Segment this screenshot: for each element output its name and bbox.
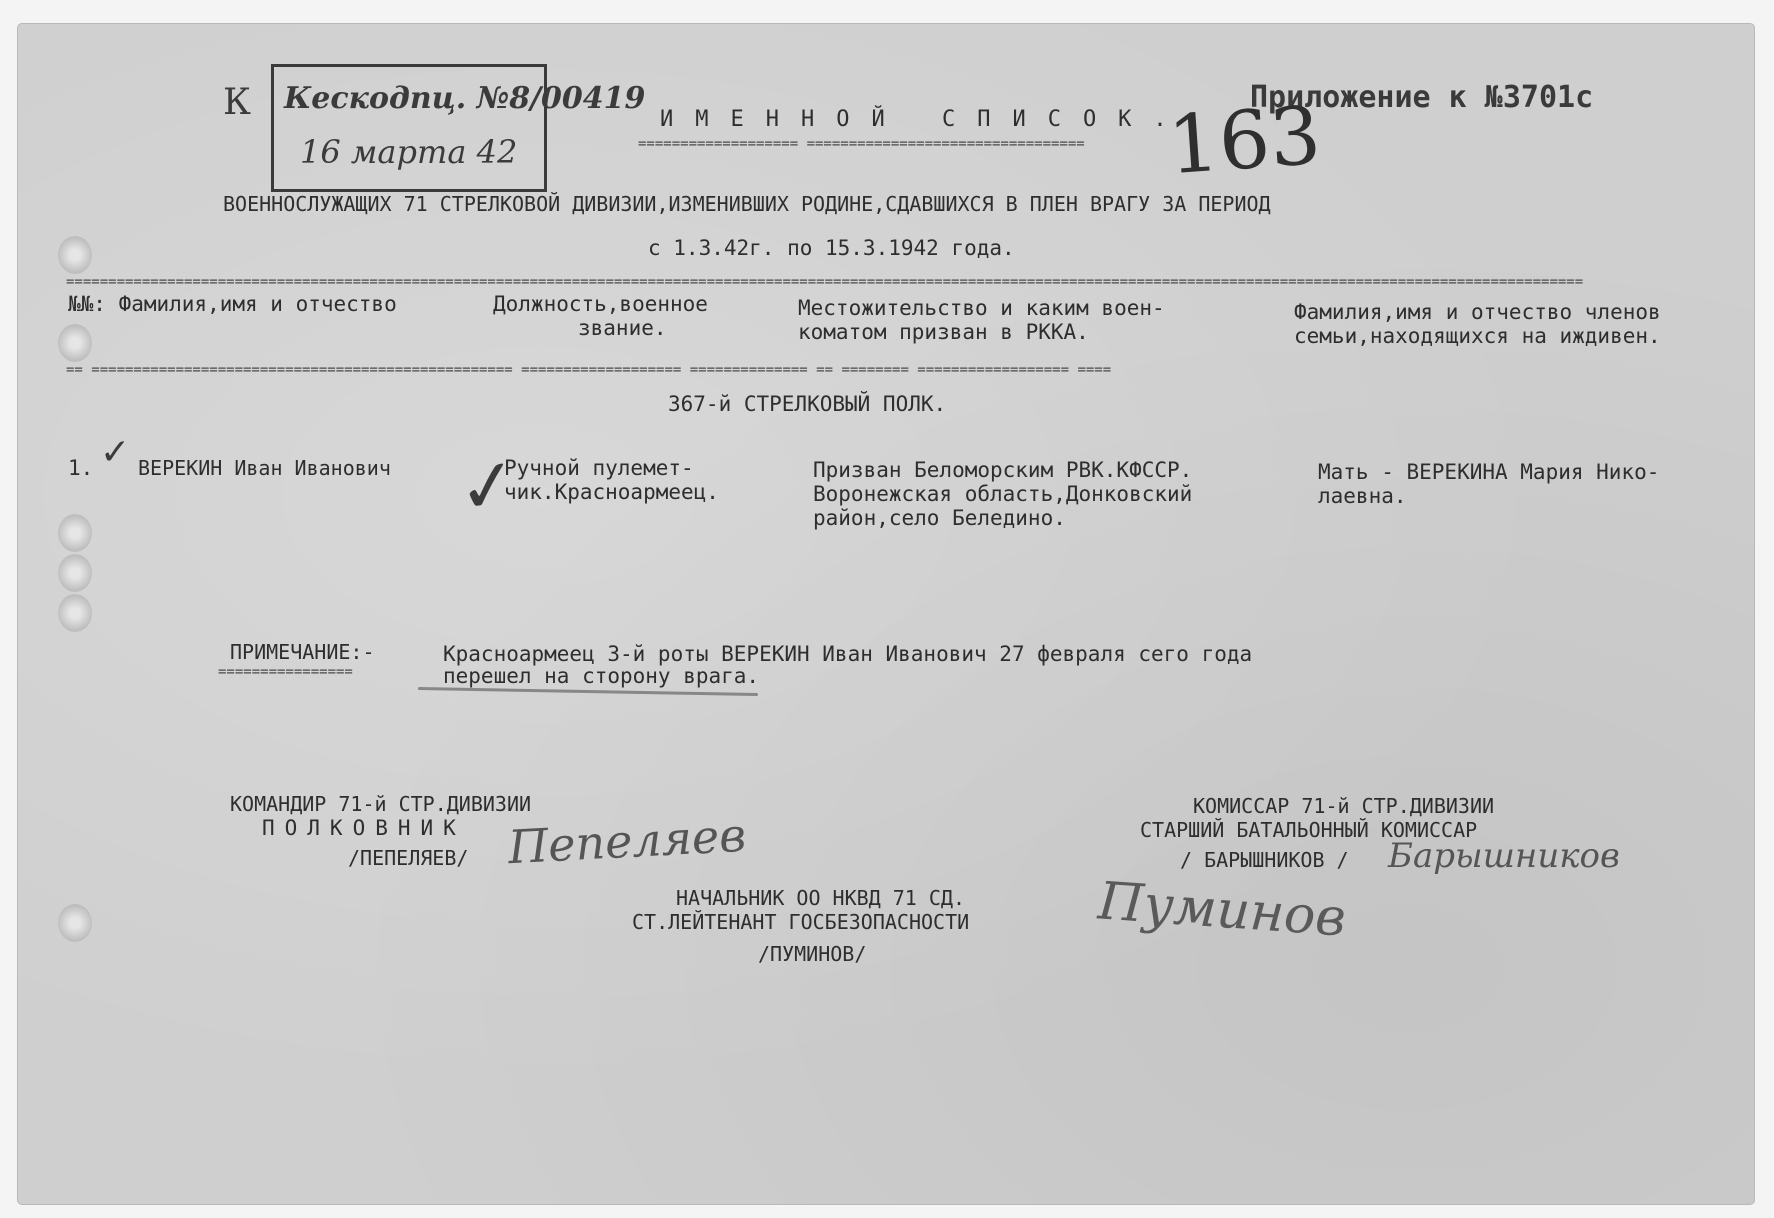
- column-header-family: семьи,находящихся на иждивен.: [1294, 324, 1661, 348]
- note-text: перешел на сторону врага.: [443, 664, 760, 688]
- header-rule-top: ====================================================================================================================================================================================: [66, 274, 1584, 290]
- commander-rank: ПОЛКОВНИК: [262, 816, 466, 840]
- nkvd-name: /ПУМИНОВ/: [758, 942, 867, 966]
- punch-hole: [58, 904, 92, 942]
- document-subtitle: ВОЕННОСЛУЖАЩИХ 71 СТРЕЛКОВОЙ ДИВИЗИИ,ИЗМЕНИВШИХ РОДИНЕ,СДАВШИХСЯ В ПЛЕН ВРАГУ ЗА ПЕРИОД: [223, 192, 1271, 216]
- check-mark-icon: ✓: [100, 432, 131, 473]
- stamp-date: 16 марта 42: [300, 133, 518, 171]
- commander-signature: Пепеляев: [506, 807, 748, 875]
- entry-residence: Воронежская область,Донковский: [813, 482, 1193, 506]
- document-period: с 1.3.42г. по 15.3.1942 года.: [648, 236, 1015, 260]
- registration-stamp: [271, 64, 646, 192]
- regiment-heading: 367-й СТРЕЛКОВЫЙ ПОЛК.: [668, 392, 947, 416]
- column-header-residence: коматом призван в РККА.: [798, 320, 1089, 344]
- ink-underline: [418, 687, 758, 696]
- handwritten-letter: К: [223, 82, 251, 123]
- column-header-family: Фамилия,имя и отчество членов: [1294, 300, 1661, 324]
- entry-number: 1.: [68, 456, 94, 480]
- entry-position: Ручной пулемет-: [504, 456, 694, 480]
- column-header-position: Должность,военное: [493, 292, 708, 316]
- title-underline: =================== =================================: [638, 136, 1085, 152]
- document-page: [18, 24, 1754, 1204]
- check-mark-icon: ✓: [452, 440, 524, 532]
- nkvd-title: НАЧАЛЬНИК ОО НКВД 71 СД.: [676, 886, 965, 910]
- commissar-rank: СТАРШИЙ БАТАЛЬОННЫЙ КОМИССАР: [1140, 818, 1478, 842]
- note-label-underline: ================: [218, 664, 353, 680]
- note-text: Красноармеец 3-й роты ВЕРЕКИН Иван Иванович 27 февраля сего года: [443, 642, 1253, 666]
- entry-family: лаевна.: [1318, 484, 1407, 508]
- commander-name: /ПЕПЕЛЯЕВ/: [348, 846, 469, 870]
- commander-title: КОМАНДИР 71-й СТР.ДИВИЗИИ: [230, 792, 532, 816]
- header-rule-bottom: == ================================================== =================== ============== == ======== ================== ====: [66, 362, 1112, 378]
- punch-hole: [58, 554, 92, 592]
- commissar-signature: Барышников: [1388, 836, 1620, 876]
- nkvd-signature: Пуминов: [1096, 871, 1348, 949]
- punch-hole: [58, 236, 92, 274]
- appendix-reference: Приложение к №3701с: [1250, 80, 1594, 115]
- commissar-name: / БАРЫШНИКОВ /: [1180, 848, 1349, 872]
- entry-family: Мать - ВЕРЕКИНА Мария Нико-: [1318, 460, 1660, 484]
- nkvd-rank: СТ.ЛЕЙТЕНАНТ ГОСБЕЗОПАСНОСТИ: [632, 910, 970, 934]
- column-header-residence: Местожительство и каким воен-: [798, 296, 1165, 320]
- entry-name: ВЕРЕКИН Иван Иванович: [138, 456, 391, 480]
- punch-hole: [58, 514, 92, 552]
- entry-residence: Призван Беломорским РВК.КФССР.: [813, 458, 1193, 482]
- punch-hole: [58, 324, 92, 362]
- entry-residence: район,село Беледино.: [813, 506, 1066, 530]
- stamp-number: Кескодпц. №8/00419: [284, 81, 646, 116]
- column-header-name: №№: Фамилия,имя и отчество: [68, 292, 397, 316]
- column-header-position: звание.: [578, 316, 667, 340]
- note-label: ПРИМЕЧАНИЕ:-: [230, 640, 375, 664]
- punch-hole: [58, 594, 92, 632]
- document-title: ИМЕННОЙ СПИСОК.: [660, 107, 1189, 132]
- page-number: 163: [1164, 88, 1324, 193]
- commissar-title: КОМИССАР 71-й СТР.ДИВИЗИИ: [1193, 794, 1495, 818]
- entry-position: чик.Красноармеец.: [504, 480, 719, 504]
